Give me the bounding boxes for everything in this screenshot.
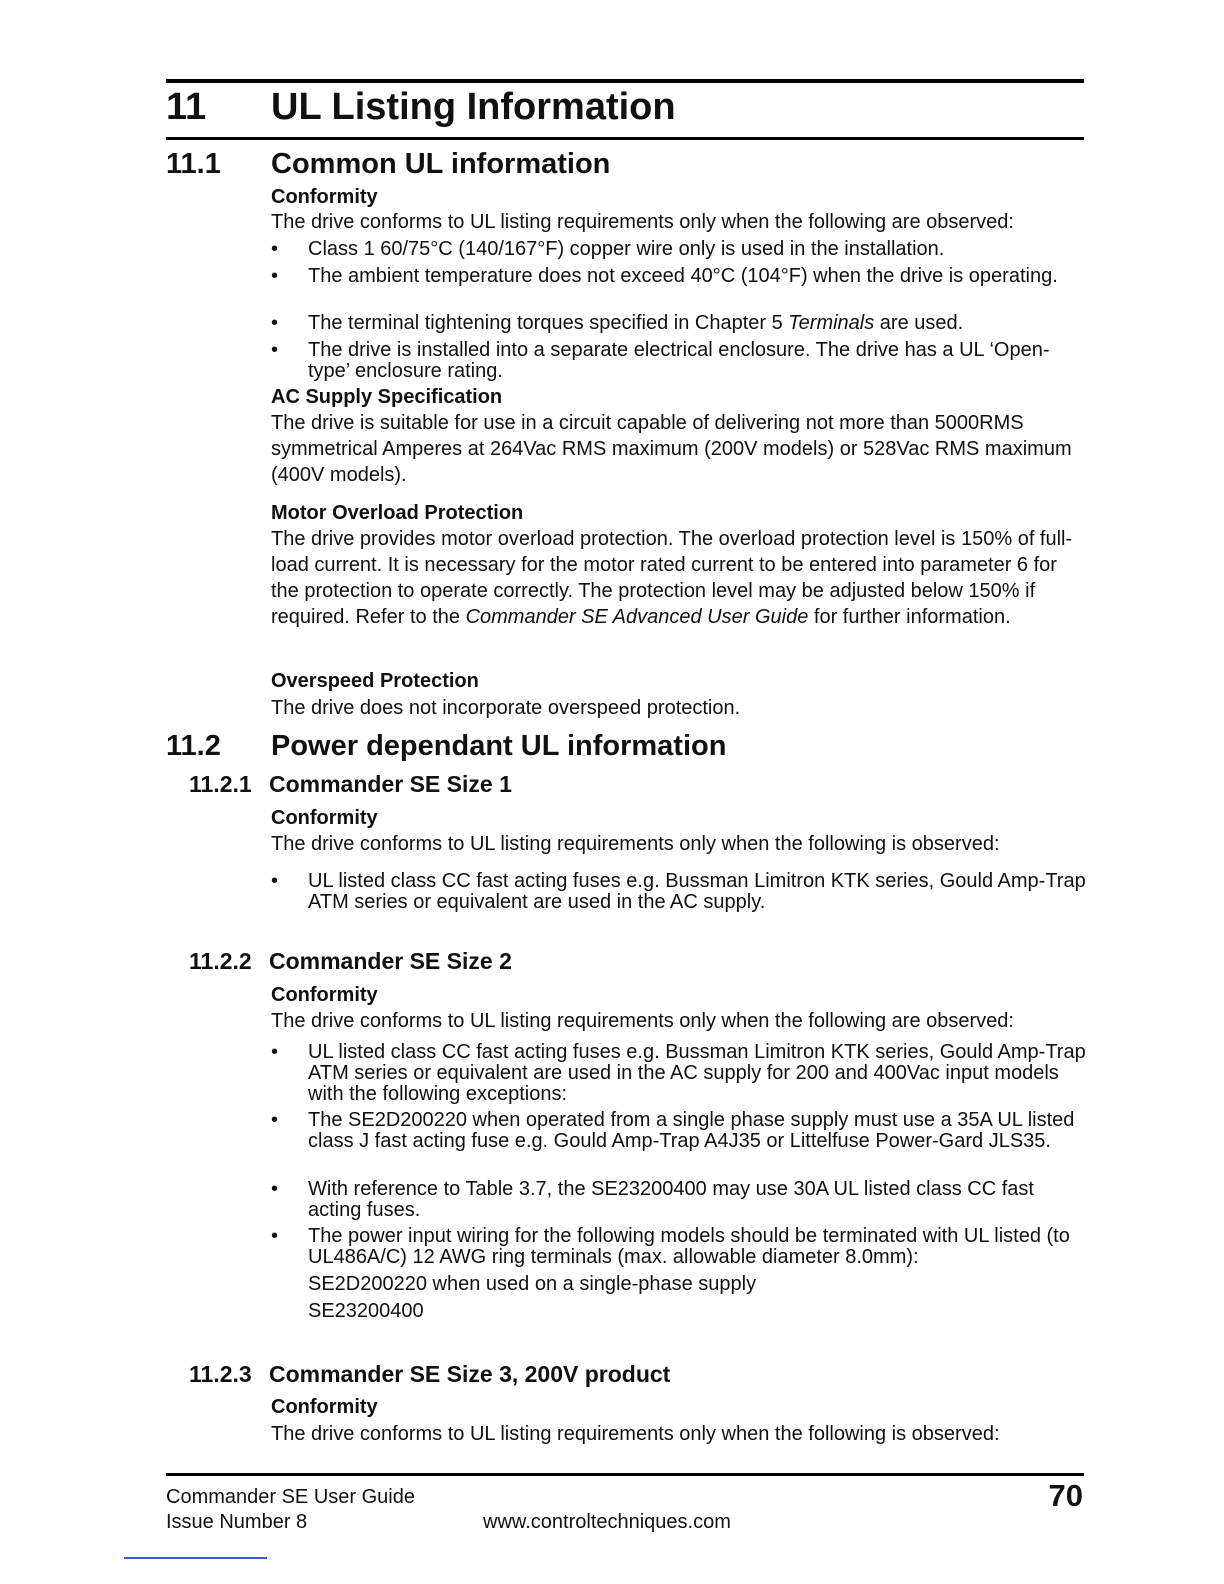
section-number: 11.1 <box>166 148 221 180</box>
ac-supply-text: The drive is suitable for use in a circuit capable of delivering not more than 5000RMS symmetrical Amperes at 264Vac RMS maximum (200V models) or 528Vac RMS maximum (400V models). <box>271 412 1072 486</box>
section-title: Power dependant UL information <box>271 730 727 762</box>
footer-guide-title: Commander SE User Guide <box>166 1486 415 1508</box>
bullet-text: The drive is installed into a separate electrical enclosure. The drive has a UL ‘Open-type’ enclosure rating. <box>308 339 1050 382</box>
conformity-heading: Conformity <box>271 1396 378 1418</box>
chapter-title-rule <box>166 137 1084 140</box>
conformity-heading: Conformity <box>271 984 378 1006</box>
bullet-dot: • <box>271 1041 279 1063</box>
ac-supply-heading: AC Supply Specification <box>271 386 503 408</box>
model-line: SE23200400 <box>308 1300 424 1322</box>
bullet-item <box>271 313 1086 335</box>
bullet-item <box>271 1179 1086 1223</box>
footer-issue-number: Issue Number 8 <box>166 1511 308 1533</box>
footer-website: www.controltechniques.com <box>483 1511 731 1533</box>
chapter-reference: Terminals <box>788 312 875 334</box>
bullet-item <box>271 239 1086 261</box>
bullet-text: The terminal tightening torques specified in Chapter 5 Terminals are used. <box>308 312 964 334</box>
chapter-number: 11 <box>166 86 207 128</box>
bullet-text: With reference to Table 3.7, the SE23200400 may use 30A UL listed class CC fast acting fuses. <box>308 1178 1034 1221</box>
subsection-heading: 11.2.3 Commander SE Size 3, 200V product <box>189 1361 671 1387</box>
conformity-heading: Conformity <box>271 807 378 829</box>
conformity-intro: The drive conforms to UL listing requirements only when the following are observed: <box>271 1010 1014 1032</box>
bullet-item <box>271 1042 1086 1108</box>
scan-artifact-bar <box>124 1557 267 1559</box>
motor-overload-heading: Motor Overload Protection <box>271 502 524 524</box>
bullet-dot: • <box>271 1109 279 1131</box>
bullet-dot: • <box>271 870 279 892</box>
bullet-text: UL listed class CC fast acting fuses e.g. Bussman Limitron KTK series, Gould Amp-Trap ATM series or equivalent are used in the AC supply for 200 and 400Vac input models with the following exceptions: <box>308 1041 1086 1105</box>
bullet-dot: • <box>271 1225 279 1247</box>
bullet-item <box>271 1226 1086 1270</box>
bullet-item <box>271 340 1086 384</box>
guide-reference: Commander SE Advanced User Guide <box>465 606 809 628</box>
conformity-intro: The drive conforms to UL listing requirements only when the following are observed: <box>271 211 1014 233</box>
bullet-text: The SE2D200220 when operated from a single phase supply must use a 35A UL listed class J fast acting fuse e.g. Gould Amp-Trap A4J35 or Littelfuse Power-Gard JLS35. <box>308 1109 1075 1152</box>
conformity-intro: The drive conforms to UL listing requirements only when the following is observed: <box>271 1423 1000 1445</box>
page-number: 70 <box>1048 1478 1083 1513</box>
bullet-text: Class 1 60/75°C (140/167°F) copper wire only is used in the installation. <box>308 238 945 260</box>
overspeed-heading: Overspeed Protection <box>271 670 479 692</box>
section-number: 11.2 <box>166 730 221 762</box>
bullet-text: The ambient temperature does not exceed 40°C (104°F) when the drive is operating. <box>308 265 1058 287</box>
model-line: SE2D200220 when used on a single-phase supply <box>308 1273 757 1295</box>
subsection-heading: 11.2.2 Commander SE Size 2 <box>189 948 512 974</box>
motor-overload-text: The drive provides motor overload protection. The overload protection level is 150% of full-load current. It is necessary for the motor rated current to be entered into parameter 6 for the protection to operate correctly. The protection level may be adjusted below 150% if required. Refer to the Commander SE Advanced User Guide for further information. <box>271 528 1073 628</box>
bullet-dot: • <box>271 312 279 334</box>
bullet-item <box>271 1110 1086 1176</box>
bullet-dot: • <box>271 265 279 287</box>
bullet-text: UL listed class CC fast acting fuses e.g. Bussman Limitron KTK series, Gould Amp-Trap ATM series or equivalent are used in the AC supply. <box>308 870 1086 913</box>
footer-rule <box>166 1473 1084 1476</box>
bullet-dot: • <box>271 238 279 260</box>
bullet-text: The power input wiring for the following models should be terminated with UL listed (to UL486A/C) 12 AWG ring terminals (max. allowable diameter 8.0mm): <box>308 1225 1070 1268</box>
top-rule <box>166 79 1084 83</box>
chapter-title: UL Listing Information <box>271 86 676 128</box>
overspeed-text: The drive does not incorporate overspeed protection. <box>271 697 741 719</box>
conformity-heading: Conformity <box>271 186 378 208</box>
bullet-dot: • <box>271 1178 279 1200</box>
section-title: Common UL information <box>271 148 611 180</box>
bullet-item <box>271 266 1086 310</box>
bullet-item <box>271 871 1086 915</box>
bullet-dot: • <box>271 339 279 361</box>
subsection-heading: 11.2.1 Commander SE Size 1 <box>189 771 512 797</box>
conformity-intro: The drive conforms to UL listing requirements only when the following is observed: <box>271 833 1000 855</box>
